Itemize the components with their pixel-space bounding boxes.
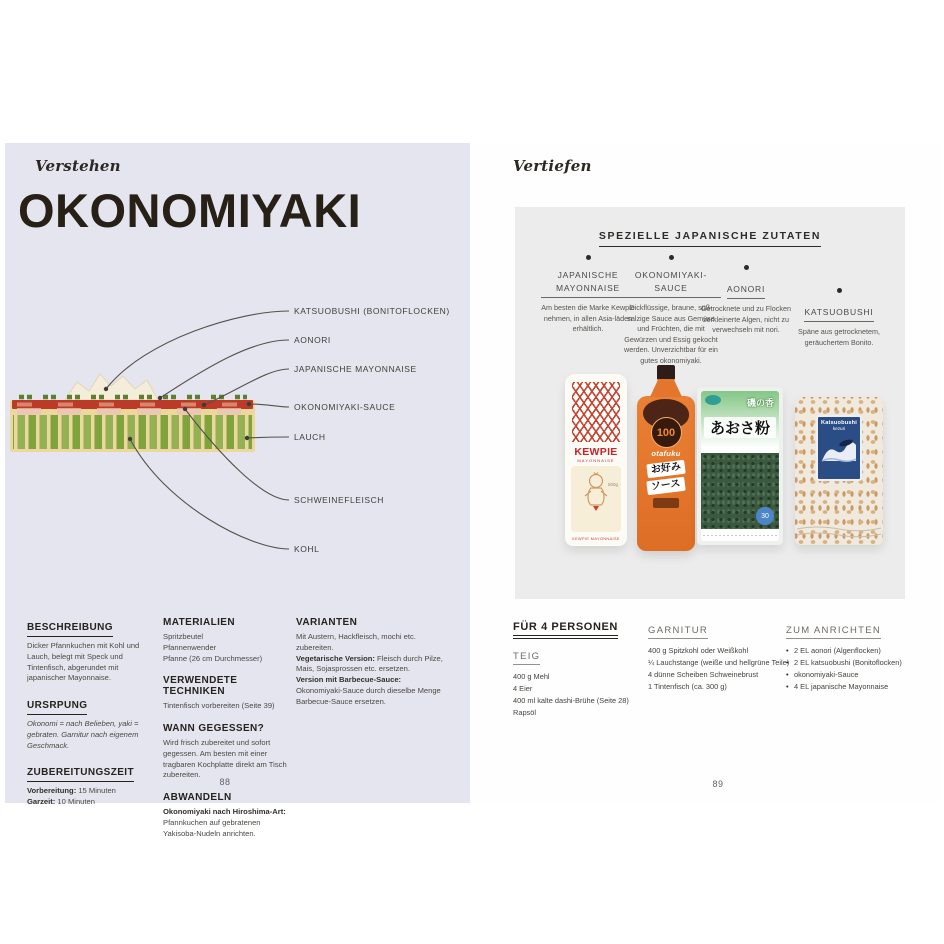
ingredient-line: 4 Eier <box>513 683 533 693</box>
ingredient-line: Rapsöl <box>513 707 537 717</box>
ingredient-name: OKONOMIYAKI-SAUCE <box>621 269 721 298</box>
recipe-col-title: TEIG <box>513 651 540 665</box>
ingredient-line: 400 g Mehl <box>513 672 550 681</box>
ingredient-col-katsuobushi <box>791 288 887 348</box>
info-column-3 <box>296 617 443 718</box>
section-title-varianten: VARIANTEN <box>296 617 358 628</box>
wave-fish-icon <box>820 431 858 467</box>
page-kicker: Vertiefen <box>513 157 592 175</box>
ingredient-desc: Späne aus getrocknetem, geräuchertem Bonito. <box>798 327 880 347</box>
otafuku-100-logo: 100 <box>651 417 682 448</box>
aonori-pack-footer <box>701 529 779 541</box>
diagram-label-schweinefleisch: SCHWEINEFLEISCH <box>294 495 384 505</box>
ingredient-col-aonori <box>701 265 791 335</box>
diagram-label-kohl: KOHL <box>294 544 320 554</box>
aonori-weight-badge: 30 <box>756 507 774 525</box>
aonori-jp-top: 磯の香 <box>746 398 774 408</box>
product-photo-kewpie-mayonnaise <box>565 374 627 546</box>
ingredient-line: • okonomiyaki-Sauce <box>786 669 936 681</box>
recipe-col-anrichten <box>786 620 936 692</box>
ingredient-line: • 2 EL katsuobushi (Bonitoflocken) <box>786 657 936 669</box>
ingredient-name: KATSUOBUSHI <box>804 306 873 322</box>
page-title: OKONOMIYAKI <box>18 184 362 237</box>
list-item: Spritzbeutel <box>163 632 204 641</box>
aonori-jp-main: あおさ粉 <box>704 417 776 438</box>
info-column-1 <box>27 617 158 819</box>
list-item: Pfanne (26 cm Durchmesser) <box>163 653 263 663</box>
ingredient-desc: Am besten die Marke Kewpie nehmen, in allen Asia-läden erhältlich. <box>541 303 635 334</box>
materialien-list <box>163 632 294 664</box>
box-title-wrap <box>515 226 905 247</box>
bag-wave-lines <box>795 524 883 540</box>
section-title-beschreibung: BESCHREIBUNG <box>27 622 113 637</box>
aonori-brand-oval-icon <box>705 395 721 405</box>
otafuku-label-block <box>653 498 679 508</box>
kewpie-lattice-pattern <box>572 382 620 442</box>
recipe-col-garnitur <box>648 620 790 692</box>
section-title-techniken: VERWENDETE TECHNIKEN <box>163 675 238 698</box>
section-body-abwandeln: Okonomiyaki nach Hiroshima-Art: Pfannkuchen auf gebratenen Yakisoba-Nudeln anrichten. <box>163 807 286 838</box>
bullet-dot-icon <box>837 288 842 293</box>
ingredient-line: 4 dünne Scheiben Schweinebrust <box>648 669 759 679</box>
otafuku-jp-text-2: ソース <box>647 476 686 494</box>
aonori-seaweed-window <box>701 453 779 529</box>
serving-title-wrap <box>513 617 618 639</box>
section-title-zubereitungszeit: ZUBEREITUNGSZEIT <box>27 767 134 782</box>
otafuku-jp-text-1: お好み <box>646 460 685 478</box>
info-column-2 <box>163 617 294 851</box>
section-title-ursprung: URSRPUNG <box>27 700 87 715</box>
bullet-dot-icon <box>669 255 674 260</box>
section-body-wann-gegessen: Wird frisch zubereitet und sofort gegessen. Am besten mit einer tragbaren Kochplatte direkt am Tisch zubereiten. <box>163 738 287 780</box>
special-ingredients-box <box>515 207 905 599</box>
teig-list <box>513 671 645 718</box>
ingredient-line: ¼ Lauchstange (weiße und hellgrüne Teile) <box>648 657 790 667</box>
section-title-materialien: MATERIALIEN <box>163 617 235 628</box>
bottle-neck <box>650 379 682 397</box>
recipe-col-title: ZUM ANRICHTEN <box>786 625 881 639</box>
ingredient-line: • 4 EL japanische Mayonnaise <box>786 681 936 693</box>
diagram-label-katsuobushi: KATSUOBUSHI (BONITOFLOCKEN) <box>294 306 450 316</box>
varianten-intro: Mit Austern, Hackfleisch, mochi etc. zubereiten. <box>296 632 416 652</box>
ingredient-line: 400 g Spitzkohl oder Weißkohl <box>648 646 749 655</box>
list-item: Vorbereitung: 15 Minuten <box>27 786 116 796</box>
product-photo-aonori-pack <box>697 387 783 545</box>
katsuobushi-label: Katsuobushi kezuri <box>816 415 862 481</box>
page-left-verstehen <box>5 143 470 838</box>
page-number-left: 88 <box>219 777 231 787</box>
sauce-layer <box>12 400 253 409</box>
kewpie-brand: KEWPIE <box>574 446 618 458</box>
diagram-label-lauch: LAUCH <box>294 432 326 442</box>
diagram-label-mayonnaise: JAPANISCHE MAYONNAISE <box>294 364 417 374</box>
ingredient-name: AONORI <box>727 283 765 299</box>
box-title: SPEZIELLE JAPANISCHE ZUTATEN <box>599 230 821 247</box>
varianten-item: Version mit Barbecue-Sauce: Okonomiyaki-Sauce durch dieselbe Menge Barbecue-Sauce ersetzen. <box>296 675 441 706</box>
list-item: Garzeit: 10 Minuten <box>27 797 95 807</box>
kewpie-weight: 500g <box>607 482 618 487</box>
page-number-right: 89 <box>712 779 724 789</box>
kewpie-doll-icon <box>583 472 609 512</box>
ingredient-line: 1 Tintenfisch (ca. 300 g) <box>648 681 727 691</box>
kewpie-footer-text: KEWPIE MAYONNAISE <box>572 537 620 541</box>
section-title-abwandeln: ABWANDELN <box>163 792 232 804</box>
aonori-pack-header <box>701 391 779 453</box>
varianten-item: Vegetarische Version: Fleisch durch Pilze, Mais, Sojasprossen etc. ersetzen. <box>296 653 443 674</box>
product-photo-katsuobushi-pack <box>795 397 883 545</box>
ingredient-name: JAPANISCHE MAYONNAISE <box>541 269 635 298</box>
section-body-ursprung: Okonomi = nach Belieben, yaki = gebraten. Garnitur nach eigenem Geschmack. <box>27 719 139 750</box>
otafuku-brand: otafuku <box>651 449 681 458</box>
garnitur-list <box>648 645 790 692</box>
ingredient-desc: Getrocknete und zu Flocken zerkleinerte Algen, nicht zu verwechseln mit nori. <box>701 304 791 335</box>
section-body-beschreibung: Dicker Pfannkuchen mit Kohl und Lauch, belegt mit Speck und Tintenfisch, abgerundet mit japanischer Mayonnaise. <box>27 641 140 683</box>
diagram-label-sauce: OKONOMIYAKI-SAUCE <box>294 402 396 412</box>
zubereitungszeit-list <box>27 786 158 808</box>
ingredient-line: • 2 EL aonori (Algenflocken) <box>786 645 936 657</box>
recipe-col-title: GARNITUR <box>648 625 708 639</box>
kewpie-sub: MAYONNAISE <box>577 458 615 463</box>
kewpie-bottle-body <box>571 466 621 532</box>
product-photo-otafuku-sauce <box>637 365 695 553</box>
ingredient-line: 400 ml kalte dashi-Brühe (Seite 28) <box>513 695 629 705</box>
section-title-wann-gegessen: WANN GEGESSEN? <box>163 723 265 735</box>
bottle-cap <box>657 365 675 380</box>
list-item: Pfannenwender <box>163 642 217 652</box>
bottle-body <box>637 396 695 551</box>
page-kicker: Verstehen <box>35 157 121 175</box>
okonomiyaki-diagram-illustration <box>5 143 470 613</box>
diagram-label-aonori: AONORI <box>294 335 331 345</box>
section-body-techniken: Tintenfisch vorbereiten (Seite 39) <box>163 701 275 711</box>
ingredient-desc: Dickflüssige, braune, süß-salzige Sauce aus Gemüse und Früchten, die mit Gewürzen und Essig gekocht werden. Unverzichtbar für ein gutes okonomiyaki. <box>624 303 718 365</box>
bullet-dot-icon <box>586 255 591 260</box>
bullet-dot-icon <box>744 265 749 270</box>
page-right-vertiefen <box>470 143 940 803</box>
serving-title: FÜR 4 PERSONEN <box>513 621 618 636</box>
anrichten-list <box>786 645 936 692</box>
recipe-col-teig <box>513 646 645 718</box>
